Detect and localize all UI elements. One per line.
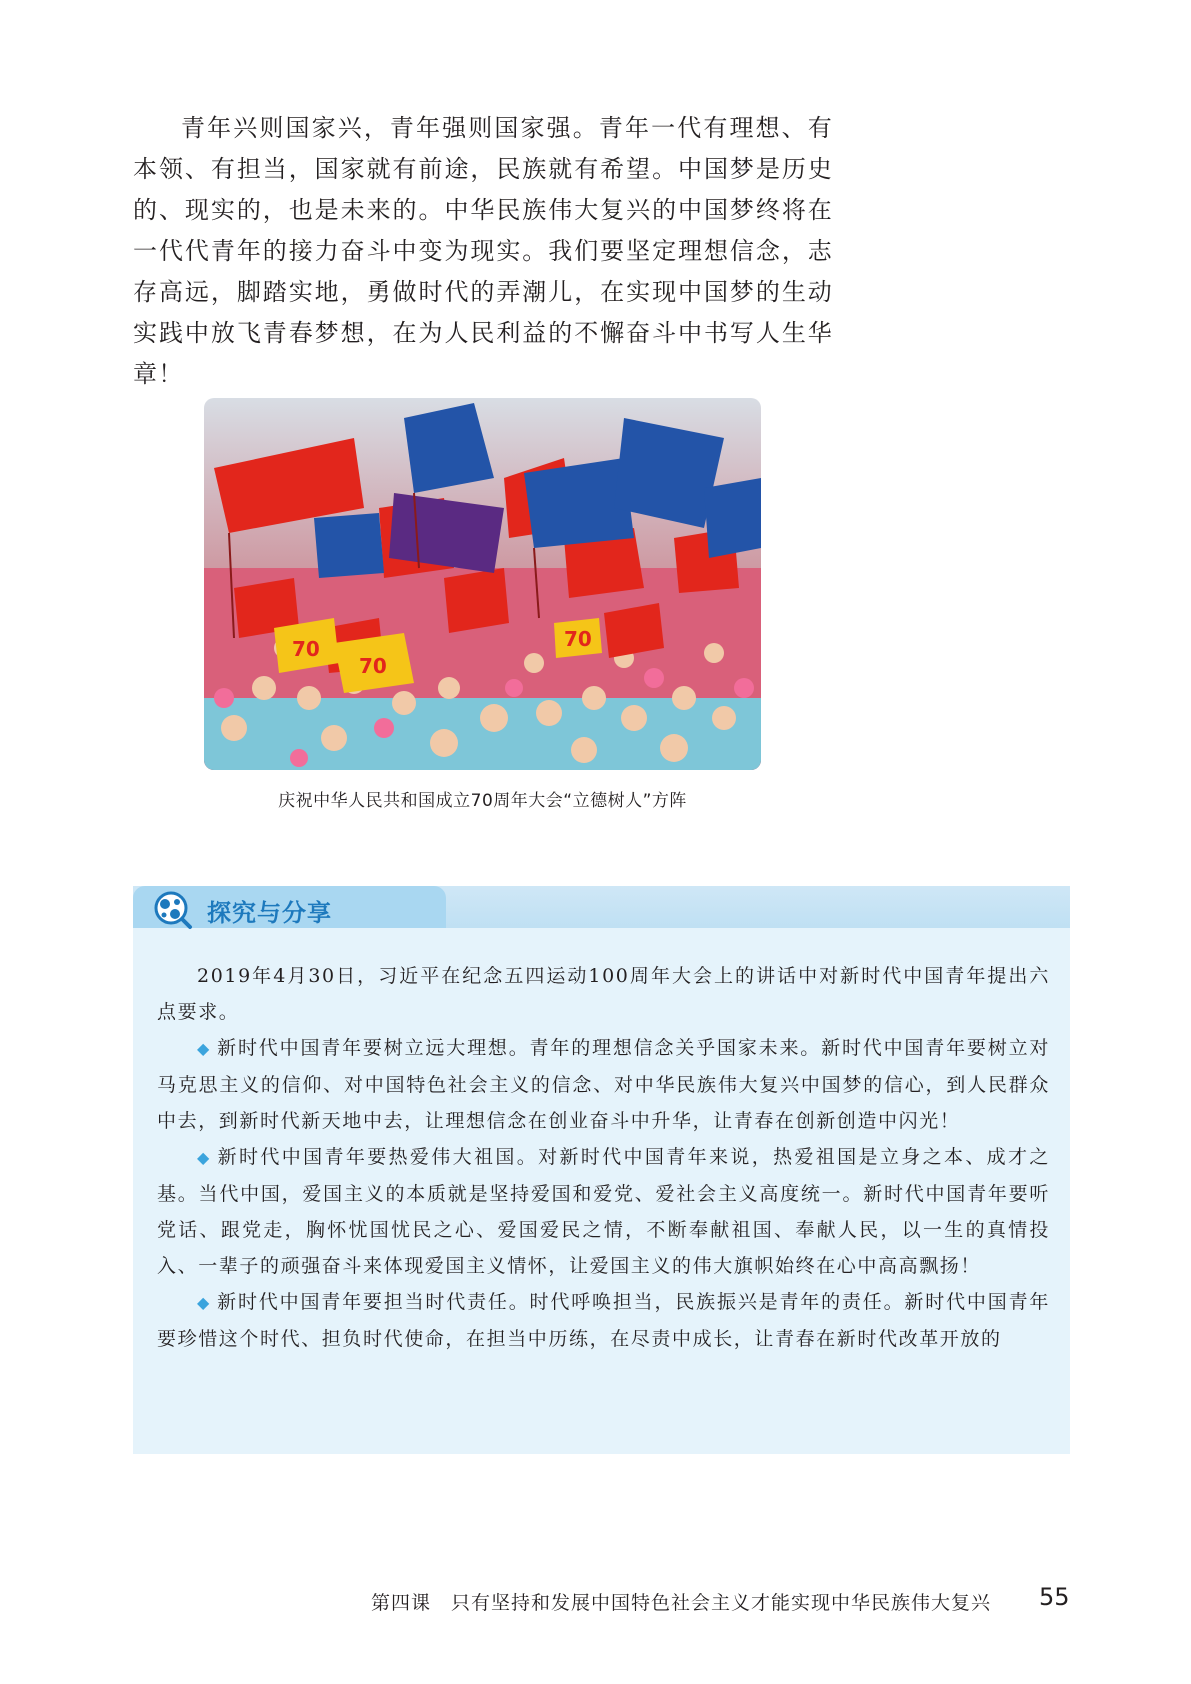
explore-share-box <box>133 886 1070 1454</box>
diamond-bullet-icon: ◆ <box>197 1148 212 1167</box>
magnifier-globe-icon <box>153 890 193 930</box>
svg-text:70: 70 <box>292 637 320 661</box>
box-title: 探究与分享 <box>207 899 332 927</box>
svg-text:70: 70 <box>564 627 592 651</box>
box-intro: 2019年4月30日，习近平在纪念五四运动100周年大会上的讲话中对新时代中国青年提出六点要求。 <box>157 965 1050 1023</box>
main-paragraph: 青年兴则国家兴，青年强则国家强。青年一代有理想、有本领、有担当，国家就有前途，民族就有希望。中国梦是历史的、现实的，也是未来的。中华民族伟大复兴的中国梦终将在一代代青年的接力奋斗中变为现实。我们要坚定理想信念，志存高远，脚踏实地，勇做时代的弄潮儿，在实现中国梦的生动实践中放飞青春梦想，在为人民利益的不懈奋斗中书写人生华章！ <box>133 114 833 388</box>
list-item-text: 新时代中国青年要热爱伟大祖国。对新时代中国青年来说，热爱祖国是立身之本、成才之基。当代中国，爱国主义的本质就是坚持爱国和爱党、爱社会主义高度统一。新时代中国青年要听党话、跟党走，胸怀忧国忧民之心、爱国爱民之情，不断奉献祖国、奉献人民，以一生的真情投入、一辈子的顽强奋斗来体现爱国主义情怀，让爱国主义的伟大旗帜始终在心中高高飘扬！ <box>157 1146 1051 1277</box>
svg-text:70: 70 <box>359 654 387 678</box>
list-item <box>157 1284 1050 1357</box>
parade-photo <box>204 398 761 770</box>
photo-caption: 庆祝中华人民共和国成立70周年大会“立德树人”方阵 <box>278 791 687 811</box>
list-item-text: 新时代中国青年要担当时代责任。时代呼唤担当，民族振兴是青年的责任。新时代中国青年要珍惜这个时代、担负时代使命，在担当中历练，在尽责中成长，让青春在新时代改革开放的 <box>157 1291 1050 1350</box>
list-item <box>157 1139 1050 1284</box>
list-item <box>157 1030 1050 1139</box>
page-number: 55 <box>1039 1583 1070 1611</box>
diamond-bullet-icon: ◆ <box>197 1293 212 1312</box>
list-item-text: 新时代中国青年要树立远大理想。青年的理想信念关乎国家未来。新时代中国青年要树立对马克思主义的信仰、对中国特色社会主义的信念、对中华民族伟大复兴中国梦的信心，到人民群众中去，到新时代新天地中去，让理想信念在创业奋斗中升华，让青春在创新创造中闪光！ <box>157 1037 1050 1132</box>
chapter-footer: 第四课 只有坚持和发展中国特色社会主义才能实现中华民族伟大复兴 <box>370 1592 991 1614</box>
diamond-bullet-icon: ◆ <box>197 1039 212 1058</box>
box-body <box>157 958 1050 1357</box>
